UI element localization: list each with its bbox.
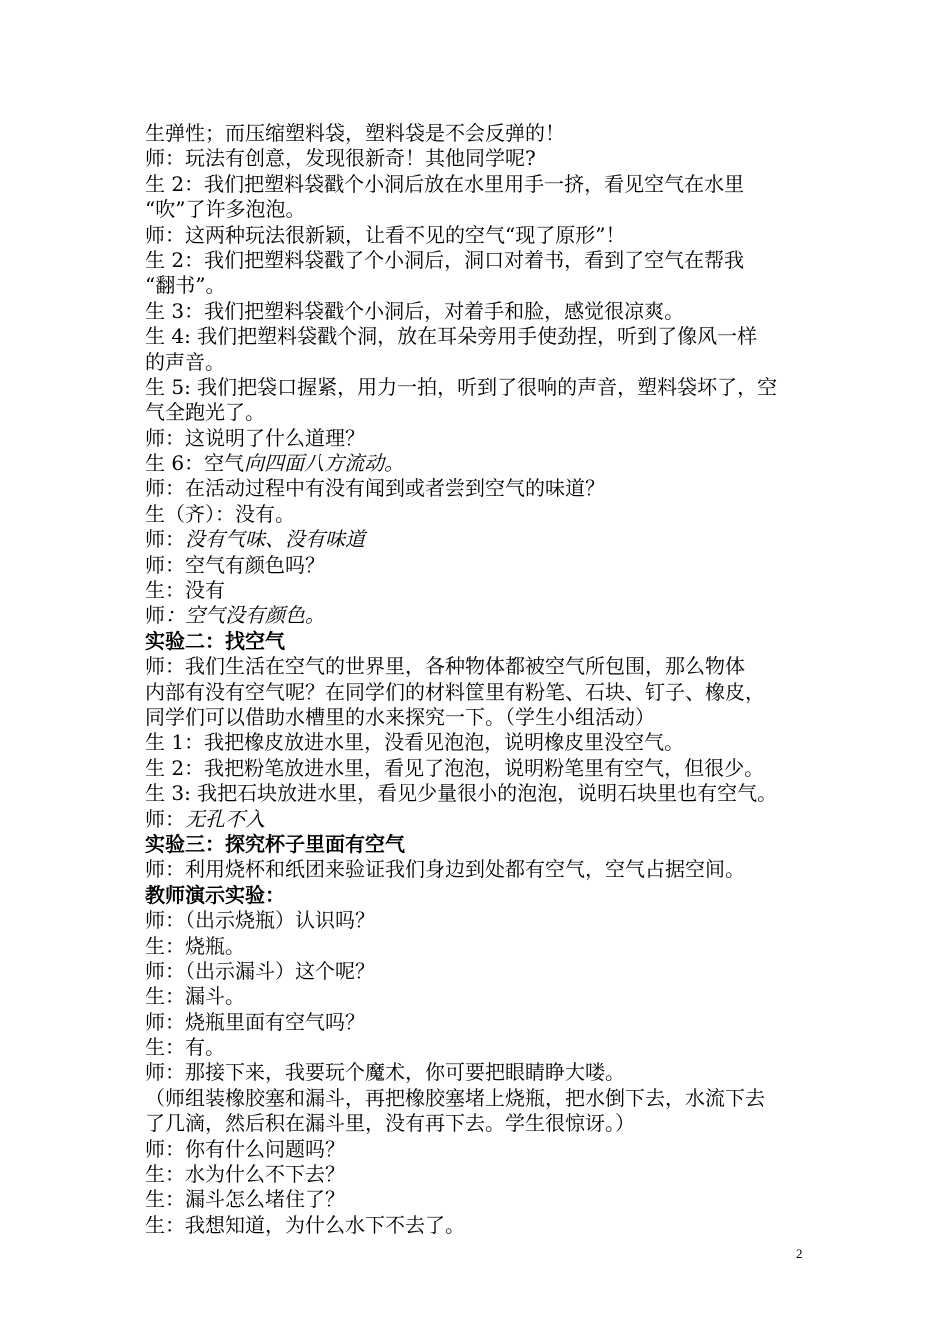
text-line <box>145 832 835 857</box>
text-line <box>145 223 835 248</box>
text-line <box>145 502 835 527</box>
text-line <box>145 248 835 273</box>
text-run: 气全跑光了。 <box>145 400 265 425</box>
text-run: 生：有。 <box>145 1035 225 1060</box>
text-run: 生：水为什么不下去？ <box>145 1162 345 1187</box>
text-line <box>145 146 835 171</box>
text-run: “吹”了许多泡泡。 <box>145 197 306 222</box>
text-line <box>145 1137 835 1162</box>
text-line <box>145 908 835 933</box>
text-run: 无孔不入 <box>185 806 265 831</box>
text-run: 师：在活动过程中有没有闻到或者尝到空气的味道？ <box>145 476 605 501</box>
text-line <box>145 756 835 781</box>
text-run: 师：利用烧杯和纸团来验证我们身边到处都有空气，空气占据空间。 <box>145 857 745 882</box>
text-run: 了几滴，然后积在漏斗里，没有再下去。学生很惊讶。） <box>145 1111 635 1136</box>
text-run: 生：烧瓶。 <box>145 933 245 958</box>
text-line <box>145 375 835 400</box>
text-run: ：空气没有颜色。 <box>165 603 325 628</box>
text-run: 师：你有什么问题吗？ <box>145 1136 345 1161</box>
text-line <box>145 121 835 146</box>
text-line <box>145 1035 835 1060</box>
text-line <box>145 781 835 806</box>
text-line <box>145 527 835 552</box>
text-run: 生 6：空气 <box>145 451 245 476</box>
text-line <box>145 400 835 425</box>
text-run: “翻书”。 <box>145 273 226 298</box>
document-body <box>145 121 835 1238</box>
text-line <box>145 1010 835 1035</box>
text-run: 同学们可以借助水槽里的水来探究一下。（学生小组活动） <box>145 704 655 729</box>
text-run: 生 3：我们把塑料袋戳个小洞后，对着手和脸，感觉很凉爽。 <box>145 298 685 323</box>
text-line <box>145 680 835 705</box>
text-line <box>145 476 835 501</box>
text-line <box>145 1086 835 1111</box>
text-run: 生 5: 我们把袋口握紧，用力一拍，听到了很响的声音，塑料袋坏了，空 <box>145 374 778 399</box>
text-line <box>145 350 835 375</box>
text-line <box>145 324 835 349</box>
page-number: 2 <box>796 1246 803 1261</box>
text-line <box>145 654 835 679</box>
text-run: （师组装橡胶塞和漏斗，再把橡胶塞堵上烧瓶，把水倒下去，水流下去 <box>145 1085 765 1110</box>
text-run: 的声音。 <box>145 349 225 374</box>
section-heading: 实验三：探究杯子里面有空气 <box>145 831 405 856</box>
text-run: 生：漏斗怎么堵住了？ <box>145 1187 345 1212</box>
text-run: 师：玩法有创意，发现很新奇！其他同学呢? <box>145 146 536 171</box>
text-line <box>145 807 835 832</box>
text-line <box>145 299 835 324</box>
text-line <box>145 426 835 451</box>
text-line <box>145 857 835 882</box>
text-line <box>145 603 835 628</box>
text-run: 没有气味、没有味道 <box>185 527 365 552</box>
text-run: 生 1：我把橡皮放进水里，没看见泡泡，说明橡皮里没空气。 <box>145 730 685 755</box>
text-run: 生：漏斗。 <box>145 984 245 1009</box>
text-line <box>145 1213 835 1238</box>
text-run: 内部有没有空气呢？在同学们的材料筐里有粉笔、石块、钉子、橡皮， <box>145 679 765 704</box>
text-line <box>145 1162 835 1187</box>
text-run: 师： <box>145 527 185 552</box>
text-run: 生弹性；而压缩塑料袋，塑料袋是不会反弹的！ <box>145 121 565 145</box>
text-run: 师：这两种玩法很新颖，让看不见的空气“现了原形”！ <box>145 222 626 247</box>
text-run: 生（齐）：没有。 <box>145 501 295 526</box>
text-line <box>145 730 835 755</box>
text-run: 师：那接下来，我要玩个魔术，你可要把眼睛睁大喽。 <box>145 1060 625 1085</box>
text-run: 师：烧瓶里面有空气吗？ <box>145 1009 365 1034</box>
text-run: 师：我们生活在空气的世界里，各种物体都被空气所包围，那么物体 <box>145 654 745 679</box>
text-run: 向四面八方流动。 <box>244 451 405 476</box>
text-line <box>145 959 835 984</box>
text-line <box>145 1060 835 1085</box>
text-run: 师：（出示漏斗）这个呢？ <box>145 958 375 983</box>
text-line <box>145 273 835 298</box>
text-run: 生：我想知道，为什么水下不去了。 <box>145 1212 465 1237</box>
text-line <box>145 578 835 603</box>
text-run: 师：这说明了什么道理？ <box>145 425 365 450</box>
text-line <box>145 984 835 1009</box>
text-line <box>145 883 835 908</box>
text-run: 生 2：我们把塑料袋戳个小洞后放在水里用手一挤，看见空气在水里 <box>145 171 745 196</box>
text-run: 师：空气有颜色吗？ <box>145 552 325 577</box>
text-run: 师： <box>145 806 185 831</box>
text-line <box>145 451 835 476</box>
text-run: 师：（出示烧瓶）认识吗？ <box>145 908 375 933</box>
text-line <box>145 197 835 222</box>
text-line <box>145 629 835 654</box>
text-line <box>145 705 835 730</box>
text-run: 生：没有 <box>145 578 225 603</box>
text-line <box>145 934 835 959</box>
text-line <box>145 1187 835 1212</box>
text-line <box>145 172 835 197</box>
section-heading: 教师演示实验： <box>145 882 285 907</box>
text-run: 师 <box>145 603 165 628</box>
text-line <box>145 553 835 578</box>
text-run: 生 2：我把粉笔放进水里，看见了泡泡，说明粉笔里有空气，但很少。 <box>145 755 765 780</box>
section-heading: 实验二：找空气 <box>145 628 285 653</box>
text-run: 生 2：我们把塑料袋戳了个小洞后，洞口对着书，看到了空气在帮我 <box>145 247 745 272</box>
text-run: 生 4: 我们把塑料袋戳个洞，放在耳朵旁用手使劲捏，听到了像风一样 <box>145 324 758 349</box>
text-line <box>145 1111 835 1136</box>
text-run: 生 3: 我把石块放进水里，看见少量很小的泡泡，说明石块里也有空气。 <box>145 781 778 806</box>
